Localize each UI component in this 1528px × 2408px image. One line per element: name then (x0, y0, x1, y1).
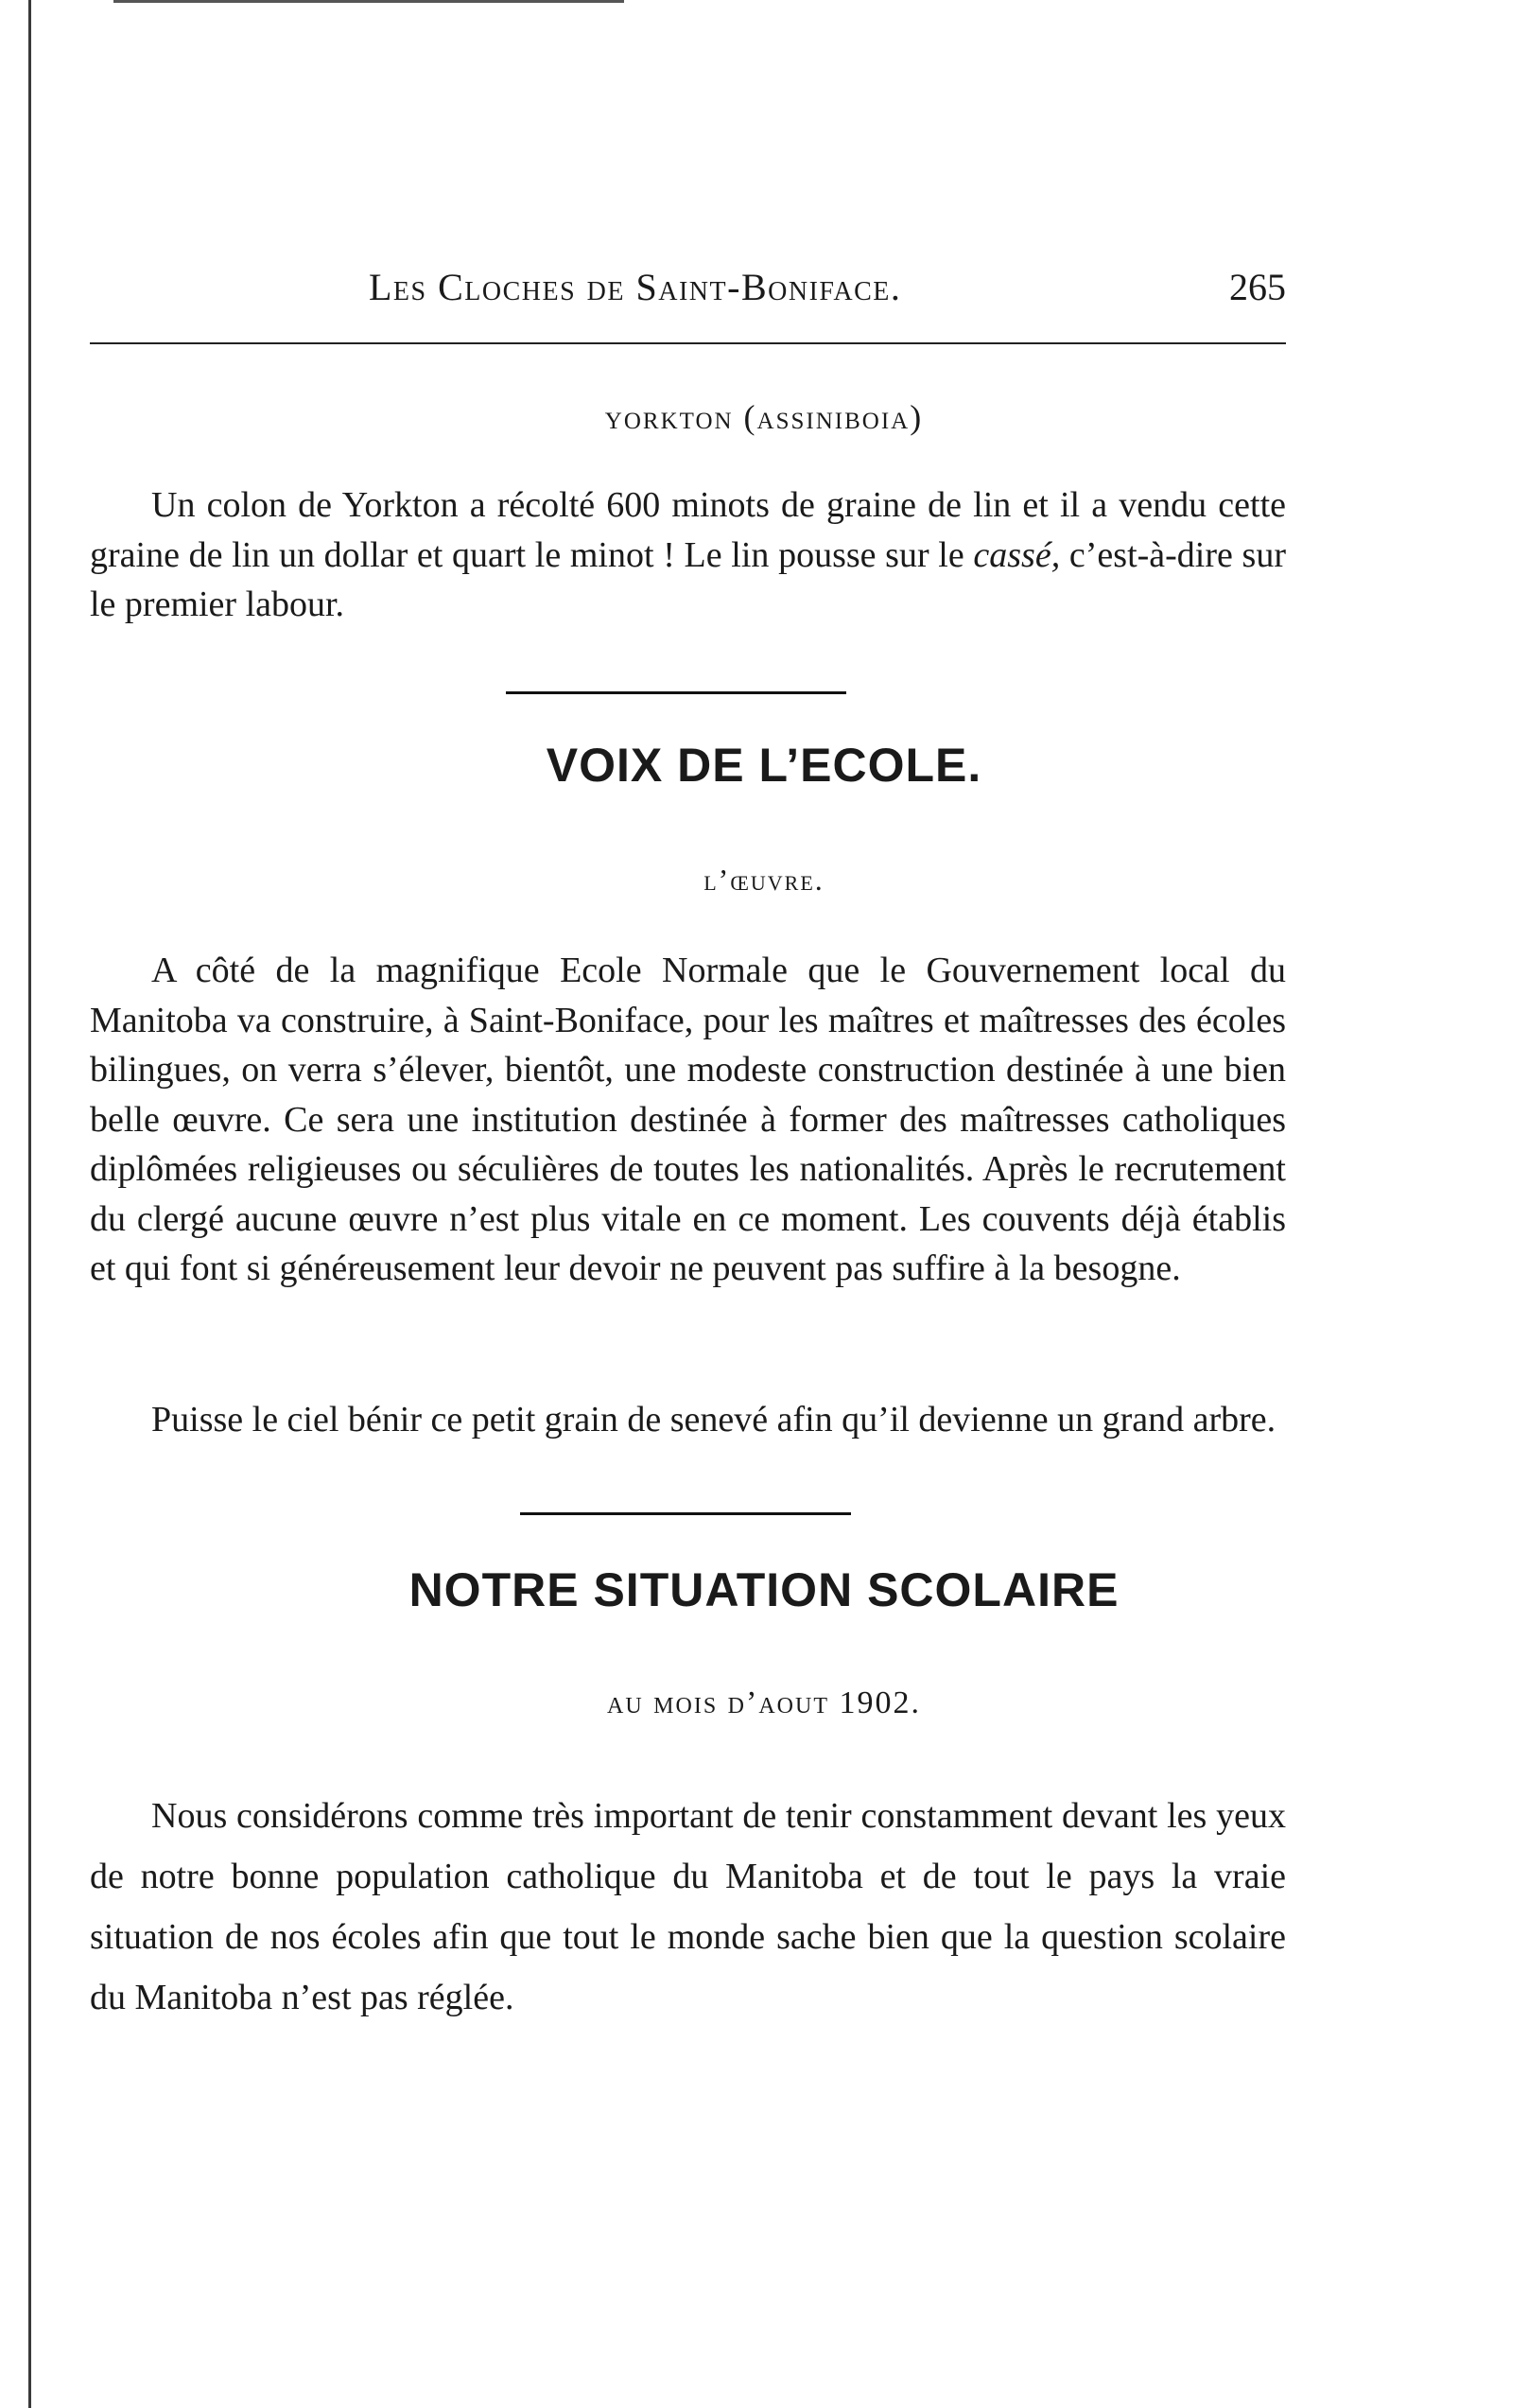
paragraph-situation-text: Nous considérons comme très important de tenir constamment devant les yeux de notre bonne population catholique du Manitoba et de tout le pays la vraie situation de nos écoles afin que tout le monde sache bien que la question scolaire du Manitoba n’est pas réglée. (90, 1796, 1286, 2017)
scan-edge-top (113, 0, 624, 3)
section-subtitle-aout-1902: au mois d’aout 1902. (607, 1685, 921, 1720)
paragraph-yorkton-text-1: Un colon de Yorkton a récolté 600 minots de graine de lin et il a vendu cette graine de lin un dollar et quart le minot ! Le lin pousse sur le (90, 485, 1286, 575)
running-title: Les Cloches de Saint-Boniface. (369, 266, 902, 308)
scan-edge-left (28, 0, 31, 2408)
paragraph-yorkton (90, 480, 1286, 630)
section-title-voix-de-l-ecole: VOIX DE L’ECOLE. (546, 739, 982, 792)
paragraph-yorkton-text-2: c’est-à-dire sur le premier labour. (90, 534, 1286, 624)
section-divider-1 (506, 691, 846, 694)
page-header (90, 265, 1286, 322)
section-heading-yorkton: yorkton (assiniboia) (604, 398, 924, 436)
page-number: 265 (1229, 266, 1286, 308)
paragraph-ecole-1 (90, 946, 1286, 1294)
section-divider-2 (520, 1512, 851, 1515)
paragraph-yorkton-italic: cassé, (973, 534, 1061, 575)
paragraph-ecole-2 (90, 1395, 1286, 1445)
paragraph-ecole-1-text: A côté de la magnifique Ecole Normale que le Gouvernement local du Manitoba va construire, à Saint-Boniface, pour les maîtres et maîtresses des écoles bilingues, on verra s’élever, bientôt, une modeste construction destinée à une bien belle œuvre. Ce sera une institution destinée à former des maîtresses catholiques diplômées religieuses ou séculières de toutes les nationalités. Après le recrutement du clergé aucune œuvre n’est plus vitale en ce moment. Les couvents déjà établis et qui font si généreusement leur devoir ne peuvent pas suffire à la besogne. (90, 951, 1286, 1288)
paragraph-ecole-2-text: Puisse le ciel bénir ce petit grain de senevé afin qu’il devienne un grand arbre. (151, 1400, 1276, 1440)
section-subtitle-l-oeuvre: l’œuvre. (703, 863, 825, 897)
section-title-notre-situation-scolaire: NOTRE SITUATION SCOLAIRE (408, 1563, 1120, 1616)
header-rule (90, 342, 1286, 344)
paragraph-situation (90, 1786, 1286, 2028)
